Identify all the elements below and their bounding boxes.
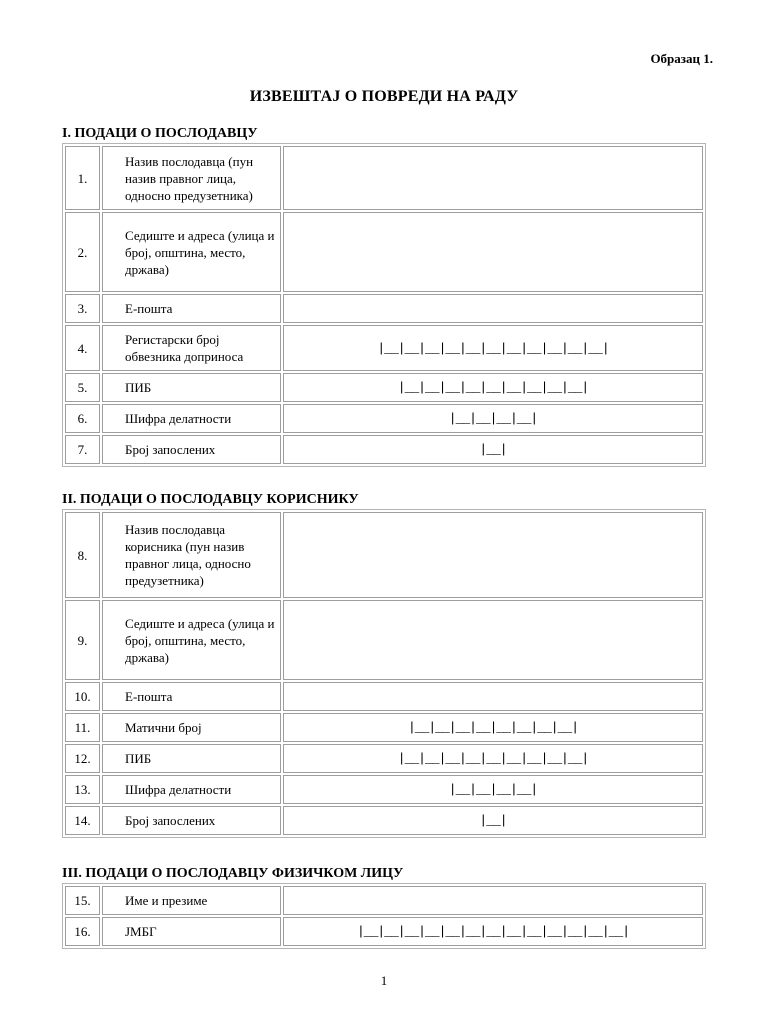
row-label: Седиште и адреса (улица и број, општина, место, држава) bbox=[102, 212, 281, 292]
table-row bbox=[65, 806, 703, 835]
activity-code-field[interactable]: |__|__|__|__| bbox=[283, 404, 703, 433]
table-row bbox=[65, 435, 703, 464]
table-row bbox=[65, 212, 703, 292]
row-label: Седиште и адреса (улица и број, општина, место, држава) bbox=[102, 600, 281, 680]
row-label: Регистарски број обвезника доприноса bbox=[102, 325, 281, 371]
row-label: Шифра делатности bbox=[102, 775, 281, 804]
form-number: Образац 1. bbox=[650, 51, 713, 66]
employer-table bbox=[62, 143, 706, 467]
table-row bbox=[65, 146, 703, 210]
row-label: Име и презиме bbox=[102, 886, 281, 915]
section-title-user-employer: II. ПОДАЦИ О ПОСЛОДАВЦУ КОРИСНИКУ bbox=[62, 492, 359, 507]
table-row bbox=[65, 744, 703, 773]
row-label: Е-пошта bbox=[102, 682, 281, 711]
document-title: ИЗВЕШТАЈ О ПОВРЕДИ НА РАДУ bbox=[249, 88, 519, 105]
user-employer-name-field[interactable] bbox=[283, 512, 703, 598]
row-label: Матични број bbox=[102, 713, 281, 742]
row-number: 5. bbox=[65, 373, 100, 402]
full-name-field[interactable] bbox=[283, 886, 703, 915]
employer-email-field[interactable] bbox=[283, 294, 703, 323]
employer-name-field[interactable] bbox=[283, 146, 703, 210]
row-number: 9. bbox=[65, 600, 100, 680]
table-row bbox=[65, 917, 703, 946]
row-label: ПИБ bbox=[102, 373, 281, 402]
row-number: 14. bbox=[65, 806, 100, 835]
table-row bbox=[65, 325, 703, 371]
user-employer-email-field[interactable] bbox=[283, 682, 703, 711]
row-number: 1. bbox=[65, 146, 100, 210]
table-row bbox=[65, 600, 703, 680]
table-row bbox=[65, 886, 703, 915]
row-number: 7. bbox=[65, 435, 100, 464]
employer-address-field[interactable] bbox=[283, 212, 703, 292]
row-number: 13. bbox=[65, 775, 100, 804]
row-number: 10. bbox=[65, 682, 100, 711]
company-id-field[interactable]: |__|__|__|__|__|__|__|__| bbox=[283, 713, 703, 742]
row-number: 4. bbox=[65, 325, 100, 371]
row-number: 15. bbox=[65, 886, 100, 915]
table-row bbox=[65, 775, 703, 804]
row-label: Шифра делатности bbox=[102, 404, 281, 433]
page-number: 1 bbox=[380, 973, 388, 988]
row-number: 8. bbox=[65, 512, 100, 598]
user-employer-tax-id-field[interactable]: |__|__|__|__|__|__|__|__|__| bbox=[283, 744, 703, 773]
row-number: 6. bbox=[65, 404, 100, 433]
table-row bbox=[65, 682, 703, 711]
user-employer-employee-count-field[interactable]: |__| bbox=[283, 806, 703, 835]
row-number: 2. bbox=[65, 212, 100, 292]
row-label: ЈМБГ bbox=[102, 917, 281, 946]
user-employer-activity-code-field[interactable]: |__|__|__|__| bbox=[283, 775, 703, 804]
tax-id-field[interactable]: |__|__|__|__|__|__|__|__|__| bbox=[283, 373, 703, 402]
user-employer-table bbox=[62, 509, 706, 838]
row-number: 12. bbox=[65, 744, 100, 773]
user-employer-address-field[interactable] bbox=[283, 600, 703, 680]
row-number: 3. bbox=[65, 294, 100, 323]
row-label: Назив послодавца (пун назив правног лица, односно предузетника) bbox=[102, 146, 281, 210]
registration-number-field[interactable]: |__|__|__|__|__|__|__|__|__|__|__| bbox=[283, 325, 703, 371]
table-row bbox=[65, 373, 703, 402]
row-number: 16. bbox=[65, 917, 100, 946]
row-number: 11. bbox=[65, 713, 100, 742]
natural-person-table bbox=[62, 883, 706, 949]
row-label: Број запослених bbox=[102, 435, 281, 464]
personal-id-number-field[interactable]: |__|__|__|__|__|__|__|__|__|__|__|__|__| bbox=[283, 917, 703, 946]
row-label: Број запослених bbox=[102, 806, 281, 835]
row-label: ПИБ bbox=[102, 744, 281, 773]
section-title-natural-person: III. ПОДАЦИ О ПОСЛОДАВЦУ ФИЗИЧКОМ ЛИЦУ bbox=[62, 866, 404, 881]
table-row bbox=[65, 512, 703, 598]
table-row bbox=[65, 294, 703, 323]
table-row bbox=[65, 404, 703, 433]
employee-count-field[interactable]: |__| bbox=[283, 435, 703, 464]
row-label: Е-пошта bbox=[102, 294, 281, 323]
row-label: Назив послодавца корисника (пун назив правног лица, односно предузетника) bbox=[102, 512, 281, 598]
section-title-employer: I. ПОДАЦИ О ПОСЛОДАВЦУ bbox=[62, 126, 258, 141]
table-row bbox=[65, 713, 703, 742]
